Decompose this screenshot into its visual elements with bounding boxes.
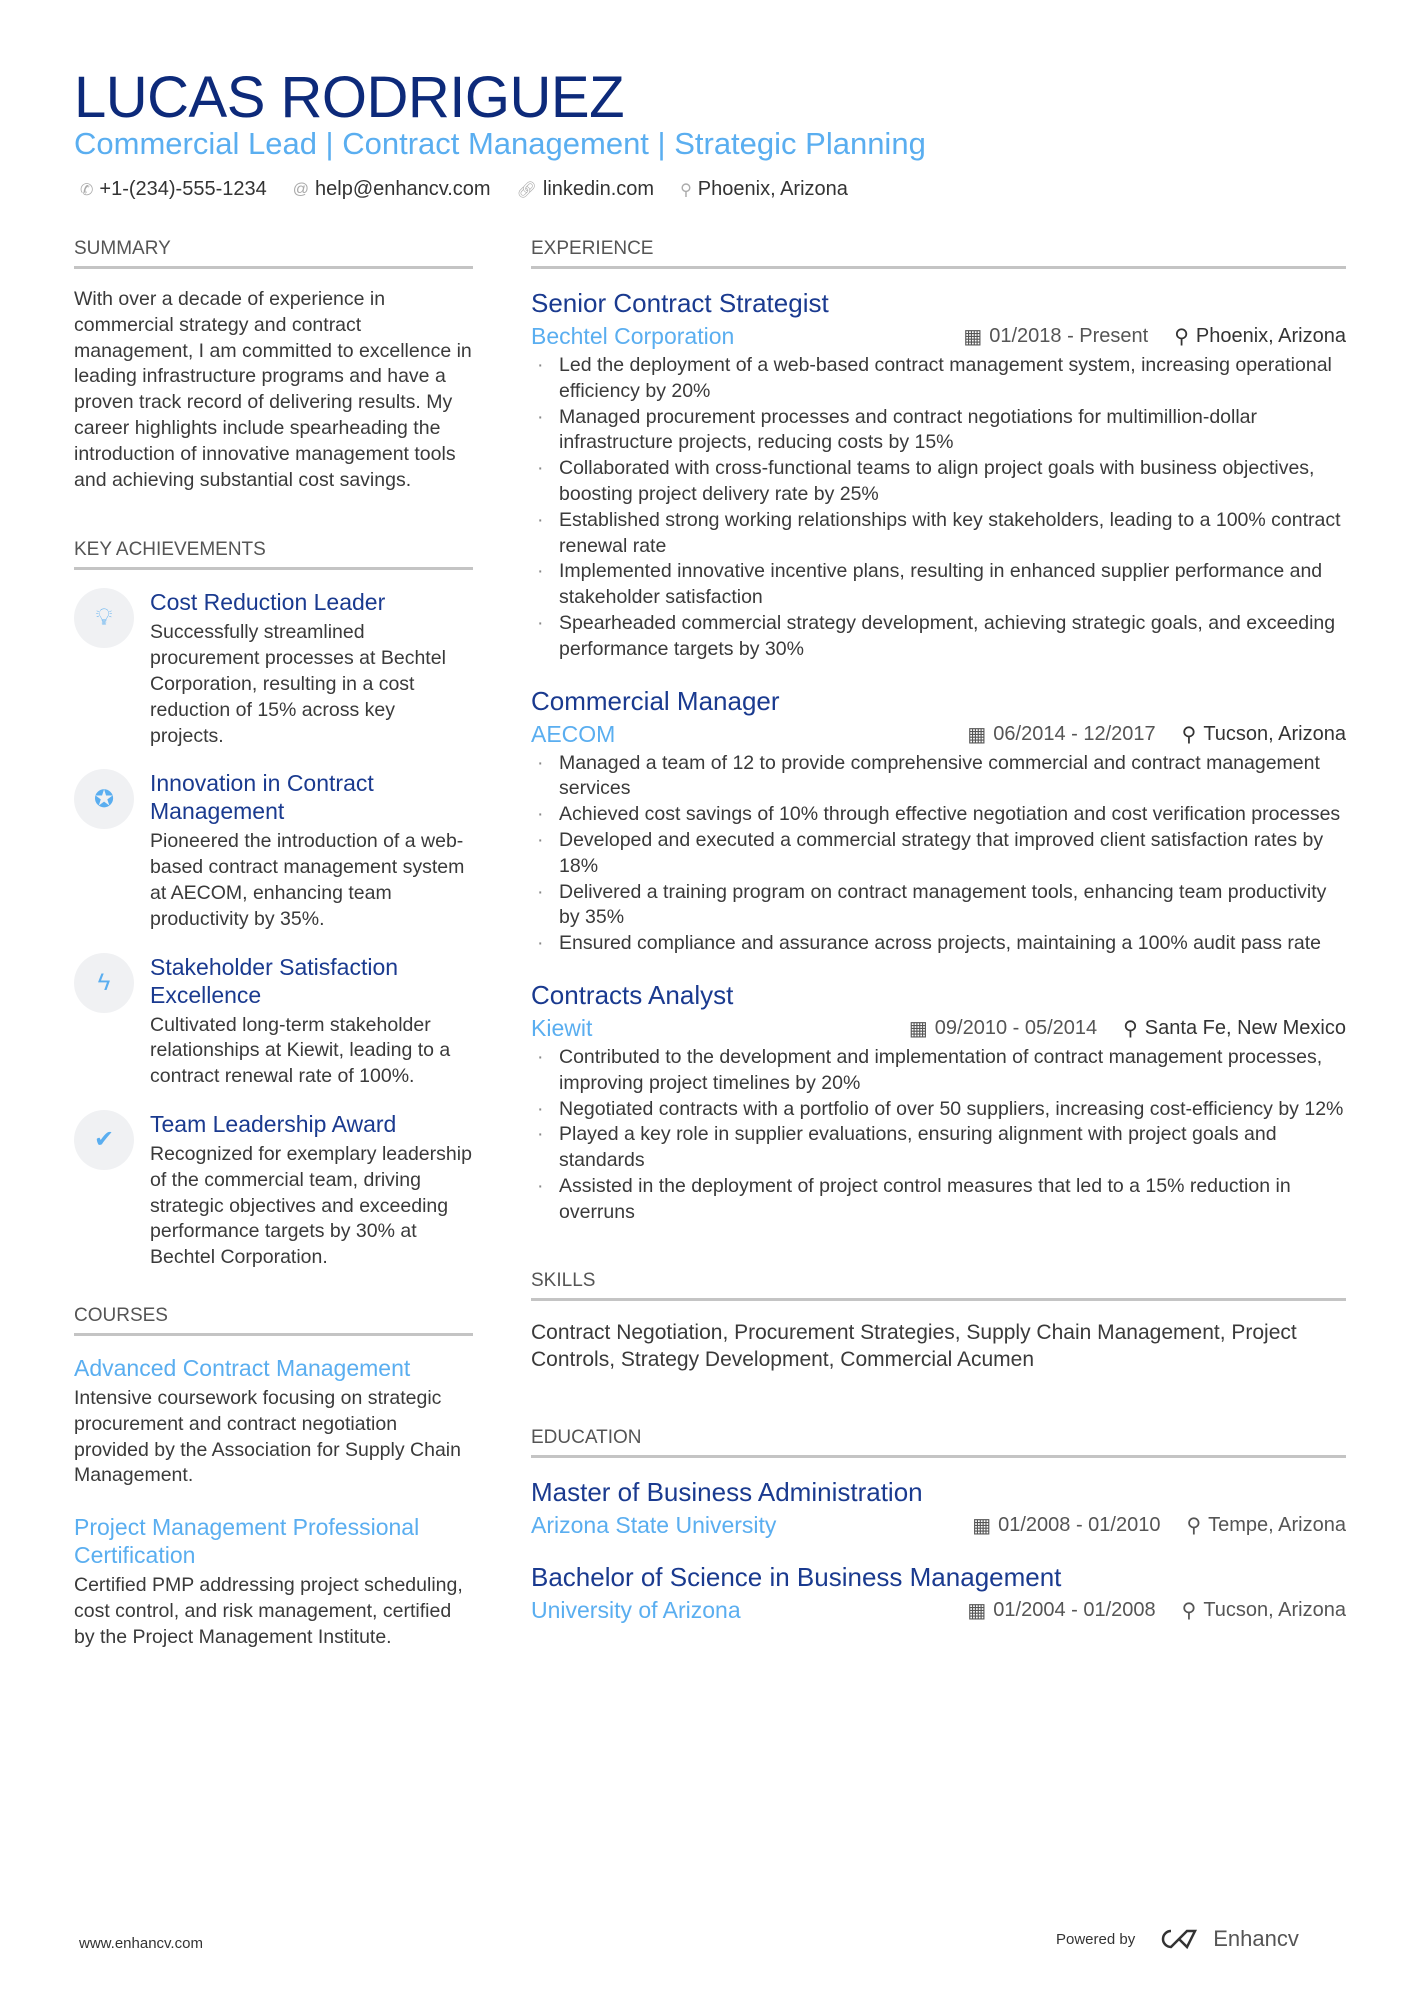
experience-heading: EXPERIENCE — [531, 238, 1346, 269]
job-bullet: · Collaborated with cross-functional teams to align project goals with business objectives, boosting project delivery rate by 25% — [531, 456, 1346, 508]
job-title: Commercial Manager — [531, 685, 780, 716]
email[interactable]: help@enhancv.com — [315, 178, 491, 200]
linkedin[interactable]: linkedin.com — [542, 178, 655, 200]
location-pin-icon: ⚲ — [1181, 1599, 1197, 1622]
calendar-icon: ▦ — [967, 1599, 987, 1622]
skills-heading: SKILLS — [531, 1270, 1346, 1301]
achievement-text: Pioneered the introduction of a web-based contract management system at AECOM, enhancing team productivity by 35%. — [150, 830, 465, 930]
achievement-text: Successfully streamlined procurement processes at Bechtel Corporation, resulting in a cost reduction of 15% across key projects. — [150, 621, 446, 747]
job-bullet: · Contributed to the development and implementation of contract management processes, improving project timelines by 20% — [531, 1045, 1346, 1097]
course-text: Intensive coursework focusing on strategic procurement and contract negotiation provided by the Association for Supply Chain Management. — [74, 1386, 461, 1487]
check-icon: ✔ — [74, 1110, 134, 1170]
headline: Commercial Lead | Contract Management | Strategic Planning — [74, 126, 926, 161]
job-dates: 01/2018 - Present — [989, 325, 1149, 347]
footer-branding — [1056, 1926, 1299, 1952]
enhancv-logo-icon — [1157, 1927, 1203, 1951]
calendar-icon: ▦ — [967, 723, 987, 746]
location-pin-icon: ⚲ — [1186, 1514, 1202, 1537]
course-item — [74, 1354, 473, 1489]
edu-dates: 01/2004 - 01/2008 — [993, 1598, 1156, 1621]
job-entry — [531, 287, 1346, 663]
job-bullets — [531, 353, 1346, 663]
job-bullet: · Spearheaded commercial strategy development, achieving strategic goals, and exceeding performance targets by 30% — [531, 611, 1346, 663]
job-bullets — [531, 1045, 1346, 1226]
achievements-list — [74, 588, 473, 1271]
job-entry — [531, 685, 1346, 957]
lightbulb-icon: 💡︎ — [74, 588, 134, 648]
job-bullet: · Led the deployment of a web-based contract management system, increasing operational efficiency by 20% — [531, 353, 1346, 405]
job-location: Santa Fe, New Mexico — [1144, 1016, 1346, 1039]
job-location: Phoenix, Arizona — [1195, 325, 1346, 347]
job-bullet: · Played a key role in supplier evaluations, ensuring alignment with project goals and standards — [531, 1122, 1346, 1174]
bolt-icon: ϟ — [74, 953, 134, 1013]
job-bullet: · Established strong working relationships with key stakeholders, leading to a 100% contract renewal rate — [531, 508, 1346, 560]
course-title: Project Management Professional Certification — [74, 1514, 420, 1569]
footer-website[interactable]: www.enhancv.com — [79, 1935, 203, 1952]
job-bullet: · Managed procurement processes and contract negotiations for multimillion-dollar infrastructure projects, reducing costs by 15% — [531, 405, 1346, 457]
education-item — [531, 1561, 1346, 1624]
job-bullet: · Achieved cost savings of 10% through effective negotiation and cost verification processes — [531, 802, 1346, 828]
degree: Bachelor of Science in Business Management — [531, 1561, 1062, 1592]
at-icon: @ — [292, 180, 309, 198]
achievement-title: Team Leadership Award — [150, 1110, 397, 1137]
job-dates: 06/2014 - 12/2017 — [993, 722, 1156, 745]
job-bullets — [531, 751, 1346, 957]
achievement-item — [74, 769, 473, 932]
course-item — [74, 1513, 473, 1650]
achievement-title: Stakeholder Satisfaction Excellence — [150, 953, 399, 1008]
job-dates: 09/2010 - 05/2014 — [934, 1016, 1098, 1039]
job-bullet: · Negotiated contracts with a portfolio of over 50 suppliers, increasing cost-efficiency by 12% — [531, 1097, 1346, 1123]
award-icon: ✪ — [74, 769, 134, 829]
location-pin-icon: ⚲ — [1123, 1017, 1138, 1040]
edu-dates: 01/2008 - 01/2010 — [998, 1513, 1161, 1536]
achievement-item — [74, 588, 473, 749]
achievement-text: Recognized for exemplary leadership of the commercial team, driving strategic objectives and exceeding performance targets by 30% at Bechtel Corporation. — [150, 1142, 472, 1269]
course-title: Advanced Contract Management — [74, 1354, 411, 1381]
school: Arizona State University — [531, 1511, 777, 1538]
right-column — [531, 238, 1346, 1646]
phone: +1-(234)-555-1234 — [99, 178, 267, 200]
school: University of Arizona — [531, 1596, 741, 1623]
job-title: Senior Contract Strategist — [531, 288, 829, 318]
enhancv-logo — [1157, 1926, 1299, 1952]
job-bullet: · Implemented innovative incentive plans, resulting in enhanced supplier performance and stakeholder satisfaction — [531, 559, 1346, 611]
job-bullet: · Assisted in the deployment of project control measures that led to a 15% reduction in overruns — [531, 1174, 1346, 1226]
courses-heading: COURSES — [74, 1305, 473, 1336]
course-text: Certified PMP addressing project scheduling, cost control, and risk management, certified by the Project Management Institute. — [74, 1574, 463, 1648]
job-bullet: · Developed and executed a commercial strategy that improved client satisfaction rates by 18% — [531, 828, 1346, 880]
left-column — [74, 238, 473, 1651]
edu-location: Tempe, Arizona — [1208, 1513, 1346, 1536]
company: Kiewit — [531, 1014, 593, 1041]
location-pin-icon: ⚲ — [1181, 723, 1197, 746]
job-location: Tucson, Arizona — [1203, 722, 1346, 745]
company: AECOM — [531, 720, 616, 747]
achievement-item — [74, 1110, 473, 1271]
contact-info — [80, 178, 848, 201]
calendar-icon: ▦ — [972, 1514, 992, 1537]
edu-location: Tucson, Arizona — [1203, 1598, 1346, 1621]
achievement-text: Cultivated long-term stakeholder relationships at Kiewit, leading to a contract renewal rate of 100%. — [150, 1013, 451, 1088]
achievement-title: Cost Reduction Leader — [150, 589, 386, 616]
experience-list — [531, 287, 1346, 1226]
job-entry — [531, 979, 1346, 1226]
location: Phoenix, Arizona — [697, 178, 848, 200]
company: Bechtel Corporation — [531, 323, 735, 349]
skills-text: Contract Negotiation, Procurement Strategies, Supply Chain Management, Project Controls, Strategy Development, Commercial Acumen — [531, 1320, 1297, 1371]
location-pin-icon: ⚲ — [1174, 326, 1189, 348]
achievement-title: Innovation in Contract Management — [150, 770, 374, 825]
job-title: Contracts Analyst — [531, 979, 734, 1010]
education-item — [531, 1476, 1346, 1539]
candidate-name: LUCAS RODRIGUEZ — [74, 65, 625, 130]
job-bullet: · Ensured compliance and assurance across projects, maintaining a 100% audit pass rate — [531, 931, 1346, 957]
job-bullet: · Delivered a training program on contract management tools, enhancing team productivity by 35% — [531, 880, 1346, 932]
calendar-icon: ▦ — [908, 1017, 928, 1040]
brand-name: Enhancv — [1213, 1926, 1299, 1951]
achievement-item — [74, 953, 473, 1090]
achievements-heading: KEY ACHIEVEMENTS — [74, 539, 473, 570]
job-bullet: · Managed a team of 12 to provide comprehensive commercial and contract management services — [531, 751, 1346, 803]
calendar-icon: ▦ — [963, 326, 983, 348]
degree: Master of Business Administration — [531, 1476, 923, 1507]
phone-icon: ✆ — [80, 181, 94, 199]
summary-text: With over a decade of experience in commercial strategy and contract management, I am committed to excellence in leading infrastructure programs and have a proven track record of delivering results. My career highlights include spearheading the introduction of innovative management tools and achieving substantial cost savings. — [74, 288, 472, 491]
location-icon: ⚲ — [680, 181, 692, 199]
education-list — [531, 1476, 1346, 1624]
powered-by: Powered by — [1056, 1930, 1136, 1948]
education-heading: EDUCATION — [531, 1427, 1346, 1458]
summary-heading: SUMMARY — [74, 238, 473, 269]
link-icon: 🔗︎ — [516, 181, 537, 199]
